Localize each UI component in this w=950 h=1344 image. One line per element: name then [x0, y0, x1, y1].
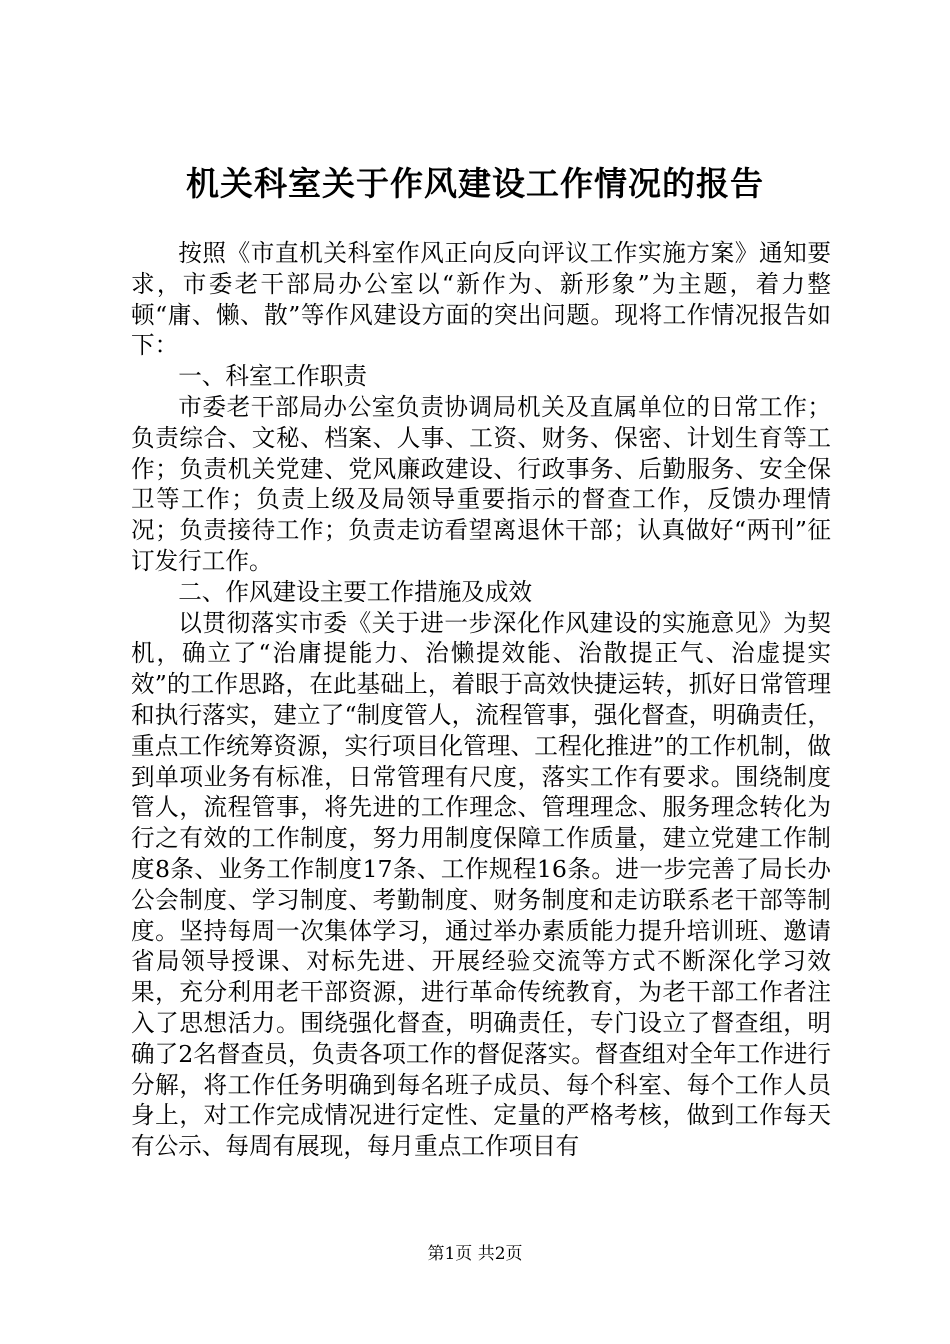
- paragraph-intro: 按照《市直机关科室作风正向反向评议工作实施方案》通知要求，市委老干部局办公室以“新作为、新形象”为主题，着力整顿“庸、懒、散”等作风建设方面的突出问题。现将工作情况报告如下：: [131, 239, 831, 360]
- paragraph-duties: 市委老干部局办公室负责协调局机关及直属单位的日常工作；负责综合、文秘、档案、人事、工资、财务、保密、计划生育等工作；负责机关党建、党风廉政建设、行政事务、后勤服务、安全保卫等工作；负责上级及局领导重要指示的督查工作，反馈办理情况；负责接待工作；负责走访看望离退休干部；认真做好“两刊”征订发行工作。: [131, 392, 831, 575]
- section-heading-measures: 二、作风建设主要工作措施及成效: [178, 577, 533, 606]
- document-title: 机关科室关于作风建设工作情况的报告: [186, 164, 764, 203]
- document-body: [131, 238, 831, 1162]
- paragraph-measures: 以贯彻落实市委《关于进一步深化作风建设的实施意见》为契机，确立了“治庸提能力、治懒提效能、治散提正气、治虚提实效”的工作思路，在此基础上，着眼于高效快捷运转，抓好日常管理和执行落实，建立了“制度管人，流程管事，强化督查，明确责任，重点工作统筹资源，实行项目化管理、工程化推进”的工作机制，做到单项业务有标准，日常管理有尺度，落实工作有要求。围绕制度管人，流程管事，将先进的工作理念、管理理念、服务理念转化为行之有效的工作制度，努力用制度保障工作质量，建立党建工作制度8条、业务工作制度17条、工作规程16条。进一步完善了局长办公会制度、学习制度、考勤制度、财务制度和走访联系老干部等制度。坚持每周一次集体学习，通过举办素质能力提升培训班、邀请省局领导授课、对标先进、开展经验交流等方式不断深化学习效果，充分利用老干部资源，进行革命传统教育，为老干部工作者注入了思想活力。围绕强化督查，明确责任，专门设立了督查组，明确了2名督查员，负责各项工作的督促落实。督查组对全年工作进行分解，将工作任务明确到每名班子成员、每个科室、每个工作人员身上，对工作完成情况进行定性、定量的严格考核，做到工作每天有公示、每周有展现，每月重点工作项目有: [131, 608, 831, 1161]
- section-heading-duties: 一、科室工作职责: [178, 362, 367, 391]
- page-number-footer: 第1页 共2页: [427, 1244, 523, 1264]
